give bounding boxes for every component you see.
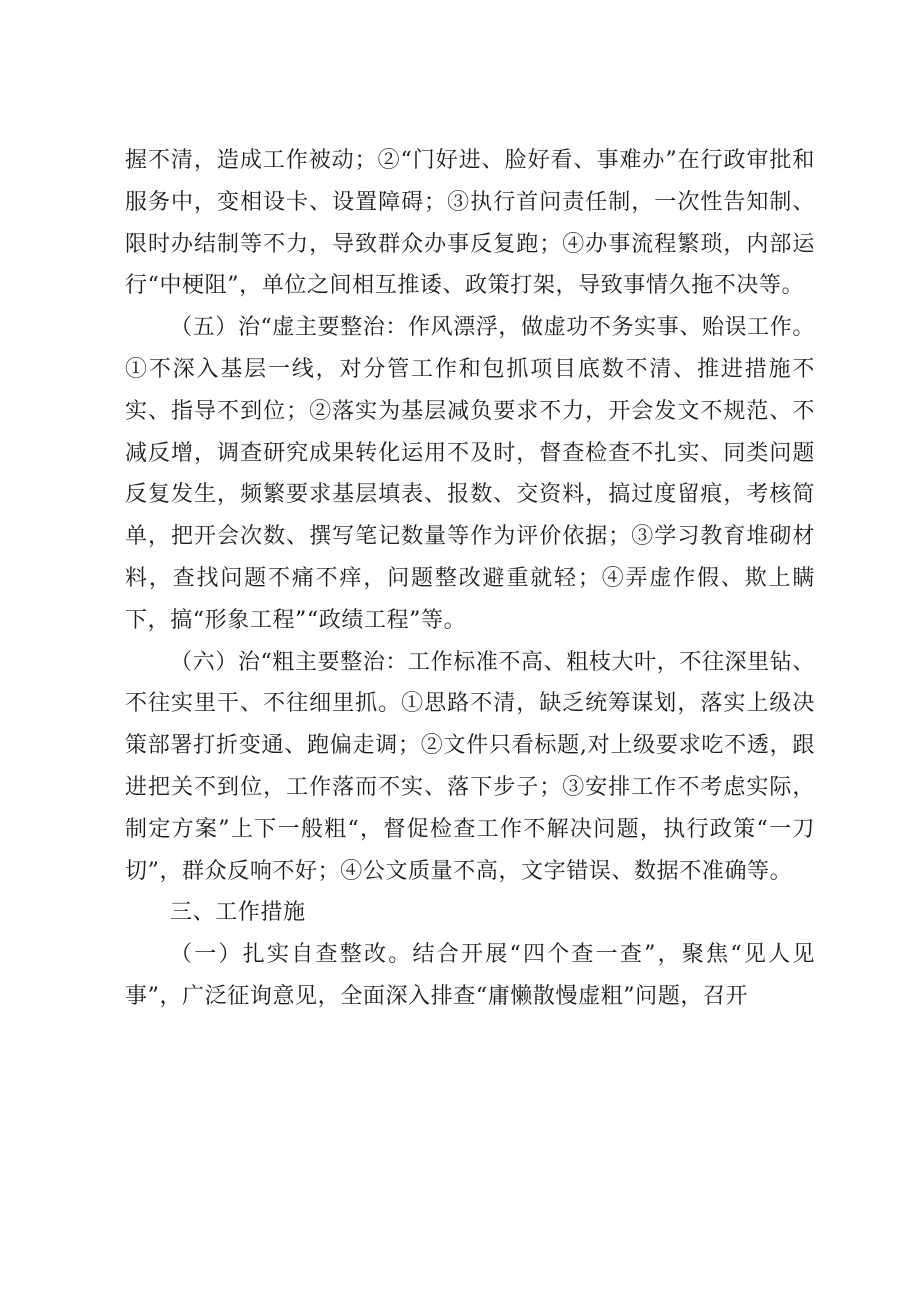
paragraph-continuation: 握不清，造成工作被动；②“门好进、脸好看、事难办”在行政审批和服务中，变相设卡、设置障碍；③执行首问责任制，一次性告知制、限时办结制等不力，导致群众办事反复跑；④办事流程繁琐，内部运行“中梗阻”，单位之间相互推诿、政策打架，导致事情久拖不决等。 xyxy=(125,148,815,299)
paragraph-section-five: （五）治“虚主要整治：作风漂浮，做虚功不务实事、贻误工作。①不深入基层一线，对分管工作和包抓项目底数不清、推进措施不实、指导不到位；②落实为基层减负要求不力，开会发文不规范、不减反增，调查研究成果转化运用不及时，督查检查不扎实、同类问题反复发生，频繁要求基层填表、报数、交资料，搞过度留痕，考核简单，把开会次数、撰写笔记数量等作为评价依据；③学习教育堆砌材料，查找问题不痛不痒，问题整改避重就轻；④弄虚作假、欺上瞒下，搞“形象工程”“政绩工程”等。 xyxy=(125,315,815,633)
document-body xyxy=(125,140,815,1018)
section-heading-work-measures: 三、工作措施 xyxy=(170,900,306,926)
paragraph-section-six: （六）治“粗主要整治：工作标准不高、粗枝大叶，不往深里钻、不往实里干、不往细里抓。①思路不清，缺乏统筹谋划，落实上级决策部署打折变通、跑偏走调；②文件只看标题,对上级要求吃不透，跟进把关不到位，工作落而不实、落下步子；③安排工作不考虑实际，制定方案”上下一般粗“，督促检查工作不解决问题，执行政策“一刀切”，群众反响不好；④公文质量不高，文字错误、数据不准确等。 xyxy=(125,649,815,884)
paragraph-measure-one: （一）扎实自查整改。结合开展“四个查一查”，聚焦“见人见事”，广泛征询意见，全面深入排查“庸懒散慢虚粗”问题，召开 xyxy=(125,942,815,1009)
